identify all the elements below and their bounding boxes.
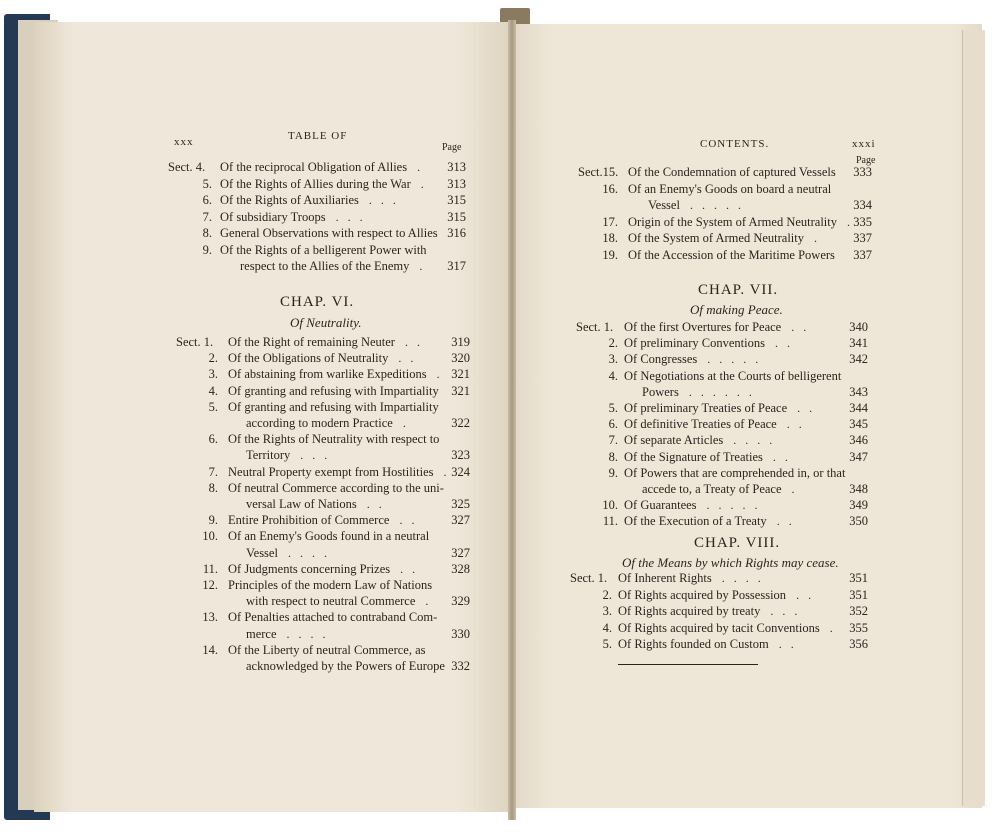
entry-section-number: 14. [202,642,218,657]
entry-section-number: 6. [202,193,212,207]
folio-number: xxxi [852,138,876,150]
end-rule [618,664,758,665]
entry-title-line: Of Judgments concerning Prizes [228,561,391,576]
leader-dots: . [814,231,821,245]
entry-title-line: Of neutral Commerce according to the uni- [228,480,444,495]
leader-dots: . . . . [733,433,776,448]
entry-section-number: 9. [208,513,218,528]
running-head: TABLE OF [288,130,348,142]
entry-page-number: 347 [849,449,868,464]
chapter-heading: CHAP. VI. [280,294,355,310]
entry-page-number: 321 [451,367,470,382]
leader-dots: . . [399,513,418,528]
leader-dots: . . . [770,604,801,618]
entry-title-line: Powers [642,384,679,399]
entry-section-number: 6. [208,432,218,447]
entry-page-number: 341 [849,336,868,351]
entry-title-line: Of Inherent Rights [618,571,712,585]
entry-section-number: 3. [608,352,618,367]
leader-dots: . [417,160,424,174]
entry-section-number: 18. [602,231,618,245]
entry-page-number: 348 [849,482,868,496]
entry-page-number: 315 [447,209,466,224]
entry-page-number: 321 [451,383,470,398]
entry-title-line: Of the Condemnation of captured Vessels [628,165,836,179]
leader-dots: . . [778,637,797,651]
entry-page-number: 340 [849,320,868,334]
entry-section-number: 8. [208,480,218,495]
entry-title-line: Of preliminary Treaties of Peace [624,401,788,415]
entry-page-number: 335 [853,214,872,229]
entry-title-line: Of the reciprocal Obligation of Allies [220,160,408,174]
entry-section-number: 10. [602,498,618,513]
entry-title-line: Of Penalties attached to contraband Com- [228,610,438,625]
leader-dots: . . [366,497,385,511]
entry-section-number: 7. [208,464,218,479]
page-edges [962,30,985,806]
entry-section-number: 8. [202,226,212,240]
leader-dots: . [829,620,836,635]
leader-dots: . . [398,351,417,366]
entry-title-line: Of granting and refusing with Impartiality [228,399,439,414]
running-head: CONTENTS. [700,138,770,150]
entry-title-line: Of Rights founded on Custom [618,637,769,651]
entry-title-line: Of subsidiary Troops [220,209,326,224]
leader-dots: . . . . [721,571,764,585]
entry-page-number: 342 [849,352,868,367]
entry-title-line: Territory [246,448,291,463]
leader-dots: . . . . . [689,198,744,212]
leader-dots: . . [400,561,419,576]
entry-page-number: 333 [853,165,872,179]
leader-dots: . . [786,417,805,432]
entry-title-line: merce [246,626,277,641]
entry-section-number: 2. [608,336,618,351]
entry-title-line: Of separate Articles [624,433,724,448]
entry-section-number: 3. [208,367,218,382]
entry-title-line: Of abstaining from warlike Expeditions [228,367,427,382]
leader-dots: . [420,176,427,191]
chapter-heading: CHAP. VIII. [694,535,781,551]
entry-section-number: Sect.15. [578,165,619,179]
entry-section-number: 2. [208,351,218,366]
entry-page-number: 324 [451,464,470,479]
chapter-subtitle: Of the Means by which Rights may cease. [622,555,839,570]
page-column-label: Page [442,142,462,153]
entry-section-number: Sect. 1. [570,571,608,585]
leader-dots: . . . . . . [688,384,755,399]
entry-page-number: 329 [451,594,470,609]
entry-title-line: Of Congresses [624,352,698,367]
chapter-subtitle: Of Neutrality. [290,315,362,330]
entry-section-number: 9. [202,242,212,257]
entry-section-number: 3. [602,604,612,618]
leader-dots: . [425,594,432,609]
leader-dots: . . . . [287,545,330,560]
entry-title-line: according to modern Practice [246,416,393,430]
entry-page-number: 334 [853,198,872,212]
entry-page-number: 355 [849,620,868,635]
entry-title-line: Of Guarantees [624,498,697,513]
entry-section-number: 9. [608,465,618,480]
entry-title-line: Of the Rights of a belligerent Power with [220,242,427,257]
leader-dots: . [402,416,409,430]
entry-section-number: Sect. 1. [176,335,214,349]
leader-dots: . . [404,335,423,349]
leader-dots: . . . [368,193,399,207]
entry-title-line: Of the Execution of a Treaty [624,514,767,529]
entry-section-number: 4. [602,620,612,635]
leader-dots: . . [796,587,815,602]
entry-page-number: 323 [451,448,470,463]
entry-page-number: 351 [849,571,868,585]
leader-dots: . . . . [286,626,329,641]
entry-page-number: 343 [849,384,868,399]
entry-title-line: Of preliminary Conventions [624,336,765,351]
entry-section-number: 10. [202,529,218,544]
entry-page-number: 352 [849,604,868,618]
entry-title-line: Neutral Property exempt from Hostilities [228,464,434,479]
entry-section-number: 19. [602,247,618,262]
entry-section-number: 5. [202,176,212,191]
book-gutter [508,20,516,820]
entry-title-line: respect to the Allies of the Enemy [240,259,410,273]
entry-page-number: 317 [447,259,466,273]
entry-page-number: 350 [849,514,868,529]
entry-section-number: 17. [602,214,618,229]
entry-title-line: Of the Accession of the Maritime Powers [628,247,835,262]
entry-title-line: Of Rights acquired by treaty [618,604,761,618]
leader-dots: . . . [335,209,366,224]
entry-title-line: Of definitive Treaties of Peace [624,417,777,432]
entry-title-line: Of the Rights of Allies during the War [220,176,411,191]
leader-dots: . [791,482,798,496]
leader-dots: . [847,214,853,229]
entry-page-number: 328 [451,561,470,576]
entry-title-line: Of the first Overtures for Peace [624,320,782,334]
entry-title-line: accede to, a Treaty of Peace [642,482,782,496]
entry-page-number: 313 [447,160,466,174]
leader-dots: . . [774,336,793,351]
leader-dots: . . . . . [707,352,762,367]
entry-section-number: 12. [202,578,218,592]
entry-section-number: 7. [202,209,212,224]
entry-title-line: versal Law of Nations [246,497,357,511]
leader-dots: . [436,367,443,382]
entry-section-number: 11. [602,514,618,529]
entry-section-number: 11. [202,561,218,576]
entry-section-number: Sect. 1. [576,320,614,334]
entry-page-number: 332 [451,659,470,673]
entry-title-line: Of the System of Armed Neutrality [628,231,805,245]
entry-title-line: Entire Prohibition of Commerce [228,513,390,528]
entry-page-number: 349 [849,498,868,513]
entry-page-number: 344 [849,401,868,415]
entry-page-number: 351 [849,587,868,602]
entry-title-line: Of the Rights of Auxiliaries [220,193,359,207]
entry-title-line: with respect to neutral Commerce [246,594,416,609]
entry-page-number: 315 [447,193,466,207]
entry-title-line: Of Rights acquired by Possession [618,587,787,602]
entry-section-number: 5. [608,401,618,415]
leader-dots: . [443,464,450,479]
entry-section-number: 16. [602,181,618,196]
leader-dots: . . . . . [706,498,761,513]
entry-title-line: Origin of the System of Armed Neutrality [628,214,837,229]
entry-page-number: 337 [853,231,872,245]
page-column-label: Page [856,155,876,166]
entry-section-number: 2. [602,587,612,602]
entry-page-number: 313 [447,176,466,191]
entry-page-number: 327 [451,545,470,560]
entry-page-number: 327 [451,513,470,528]
entry-page-number: 322 [451,416,470,430]
leader-dots: . . [772,449,791,464]
entry-section-number: 4. [608,368,618,383]
entry-title-line: Principles of the modern Law of Nations [228,578,433,592]
entry-section-number: 7. [608,433,618,448]
chapter-heading: CHAP. VII. [698,282,779,298]
entry-title-line: Of Rights acquired by tacit Conventions [618,620,820,635]
entry-title-line: Of Powers that are comprehended in, or that [624,465,846,480]
folio-number: xxx [174,136,194,148]
entry-page-number: 346 [849,433,868,448]
entry-page-number: 316 [447,226,466,240]
entry-title-line: Vessel [648,198,680,212]
entry-section-number: 4. [208,383,218,398]
leader-dots: . . . [300,448,331,463]
entry-title-line: Of the Liberty of neutral Commerce, as [228,642,426,657]
entry-page-number: 345 [849,417,868,432]
entry-title-line: Vessel [246,545,278,560]
entry-page-number: 320 [451,351,470,366]
entry-title-line: Of the Rights of Neutrality with respect to [228,432,440,447]
entry-section-number: 5. [208,399,218,414]
entry-title-line: Of the Obligations of Neutrality [228,351,389,366]
entry-title-line: Of Negotiations at the Courts of belligerent [624,368,842,383]
leader-dots: . . [797,401,816,415]
entry-title-line: Of granting and refusing with Impartiality [228,383,439,398]
entry-title-line: General Observations with respect to Allies [220,226,438,240]
entry-section-number: 5. [602,637,612,651]
entry-section-number: 13. [202,610,218,625]
entry-title-line: acknowledged by the Powers of Europe [246,659,445,673]
entry-title-line: Of an Enemy's Goods on board a neutral [628,181,832,196]
entry-page-number: 356 [849,637,868,651]
entry-section-number: Sect. 4. [168,160,206,174]
entry-section-number: 6. [608,417,618,432]
entry-page-number: 319 [451,335,470,349]
leader-dots: . . [776,514,795,529]
entry-title-line: Of the Signature of Treaties [624,449,763,464]
entry-page-number: 325 [451,497,470,511]
leader-dots: . [419,259,426,273]
leader-dots: . . [791,320,810,334]
entry-title-line: Of the Right of remaining Neuter [228,335,395,349]
entry-section-number: 8. [608,449,618,464]
entry-page-number: 330 [451,626,470,641]
entry-page-number: 337 [853,247,872,262]
entry-title-line: Of an Enemy's Goods found in a neutral [228,529,430,544]
chapter-subtitle: Of making Peace. [690,302,783,317]
